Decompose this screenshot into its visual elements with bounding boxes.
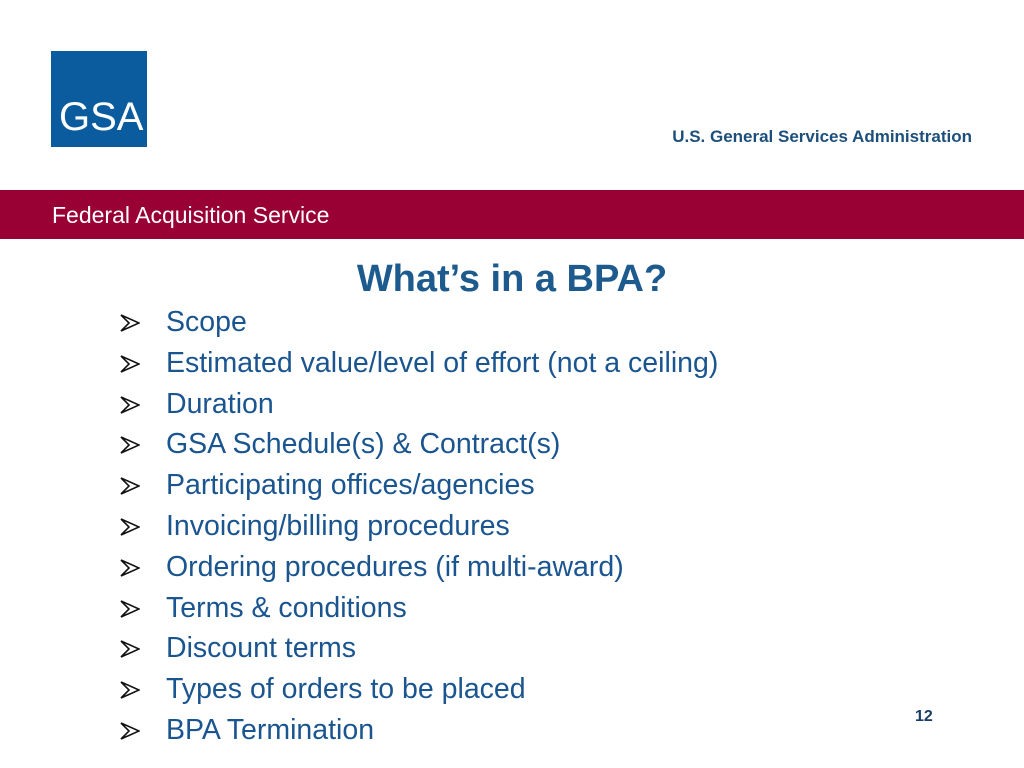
bullet-item	[116, 424, 718, 465]
bullet-text: Estimated value/level of effort (not a ceiling)	[166, 346, 719, 379]
arrow-bullet-icon	[120, 355, 140, 373]
agency-name: U.S. General Services Administration	[672, 127, 972, 146]
bullet-item	[116, 465, 718, 506]
bullet-text: Discount terms	[166, 632, 357, 665]
bullet-item	[116, 302, 718, 343]
bullet-text: Participating offices/agencies	[166, 469, 535, 502]
arrow-bullet-icon	[120, 559, 140, 577]
banner	[0, 190, 1024, 239]
page-number: 12	[915, 708, 933, 725]
bullet-item	[116, 669, 718, 710]
arrow-bullet-icon	[120, 518, 140, 536]
arrow-bullet-icon	[120, 477, 140, 495]
banner-label: Federal Acquisition Service	[52, 202, 330, 228]
arrow-bullet-icon	[120, 396, 140, 414]
gsa-logo-text: GSA	[59, 95, 144, 139]
bullet-text: Scope	[166, 306, 247, 338]
arrow-bullet-icon	[120, 722, 140, 740]
bullet-list	[116, 302, 718, 751]
arrow-bullet-icon	[120, 640, 140, 658]
bullet-item	[116, 628, 718, 669]
bullet-text: Duration	[166, 387, 274, 420]
bullet-text: Invoicing/billing procedures	[166, 509, 510, 542]
slide-title: What’s in a BPA?	[356, 258, 668, 300]
arrow-bullet-icon	[120, 681, 140, 699]
bullet-text: Terms & conditions	[166, 591, 407, 624]
gsa-logo	[51, 51, 147, 147]
bullet-text: GSA Schedule(s) & Contract(s)	[166, 428, 561, 461]
bullet-text: Types of orders to be placed	[166, 673, 526, 706]
arrow-bullet-icon	[120, 436, 140, 454]
bullet-item	[116, 710, 718, 751]
arrow-bullet-icon	[120, 600, 140, 618]
bullet-text: Ordering procedures (if multi-award)	[166, 550, 624, 583]
arrow-bullet-icon	[120, 314, 140, 332]
bullet-item	[116, 506, 718, 547]
bullet-item	[116, 588, 718, 629]
bullet-item	[116, 547, 718, 588]
bullet-item	[116, 343, 718, 384]
bullet-item	[116, 384, 718, 425]
bullet-text: BPA Termination	[166, 713, 375, 746]
